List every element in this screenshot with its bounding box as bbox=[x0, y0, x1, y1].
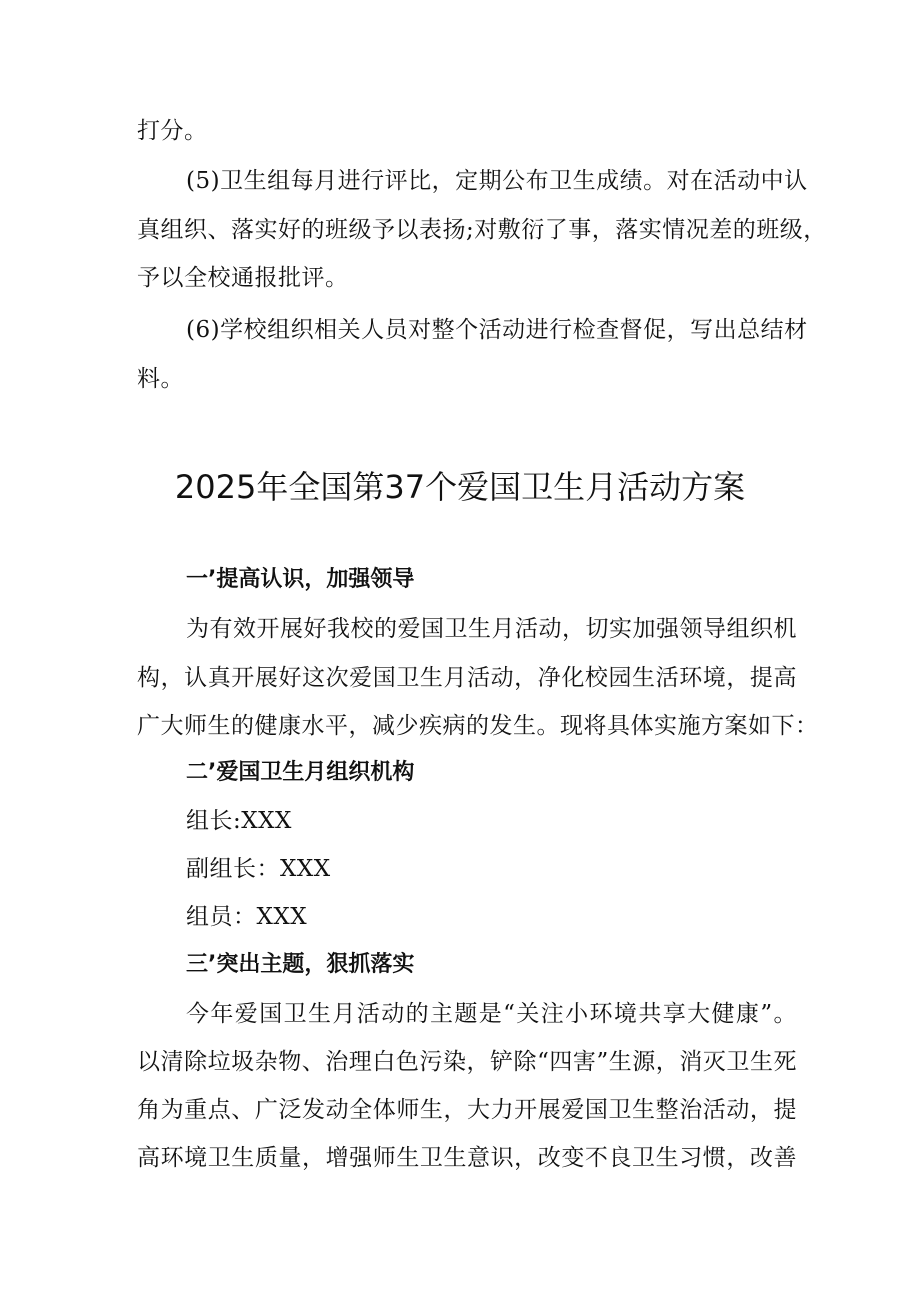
text-line: 角为重点、广泛发动全体师生，大力开展爱国卫生整治活动，提 bbox=[137, 1097, 797, 1123]
section-heading-3: 三’突出主题，狠抓落实 bbox=[186, 952, 415, 977]
document-title: 2025年全国第37个爱国卫生月活动方案 bbox=[174, 468, 746, 506]
member-line: 副组长：XXX bbox=[186, 856, 331, 882]
text-line: 真组织、落实好的班级予以表扬;对敷衍了事，落实情况差的班级， bbox=[137, 217, 827, 243]
text-line: 广大师生的健康水平，减少疾病的发生。现将具体实施方案如下： bbox=[137, 713, 819, 739]
text-line: 予以全校通报批评。 bbox=[137, 265, 349, 291]
text-line: 为有效开展好我校的爱国卫生月活动，切实加强领导组织机 bbox=[186, 616, 797, 642]
text-line: (5)卫生组每月进行评比，定期公布卫生成绩。对在活动中认 bbox=[186, 168, 808, 194]
text-line: 以清除垃圾杂物、治理白色污染，铲除“四害”生源，消灭卫生死 bbox=[137, 1049, 797, 1075]
section-heading-2: 二’爱国卫生月组织机构 bbox=[186, 760, 415, 785]
text-line: 今年爱国卫生月活动的主题是“关注小环境共享大健康”。 bbox=[186, 1001, 797, 1027]
text-line: 构，认真开展好这次爱国卫生月活动，净化校园生活环境，提高 bbox=[137, 665, 797, 691]
member-line: 组员：XXX bbox=[186, 904, 308, 930]
text-line: 高环境卫生质量，增强师生卫生意识，改变不良卫生习惯，改善 bbox=[137, 1145, 797, 1171]
text-line: 打分。 bbox=[137, 118, 208, 144]
section-heading-1: 一’提高认识，加强领导 bbox=[186, 567, 415, 592]
member-line: 组长:XXX bbox=[186, 808, 292, 834]
text-line: (6)学校组织相关人员对整个活动进行检查督促，写出总结材 bbox=[186, 317, 808, 343]
text-line: 料。 bbox=[137, 366, 184, 392]
